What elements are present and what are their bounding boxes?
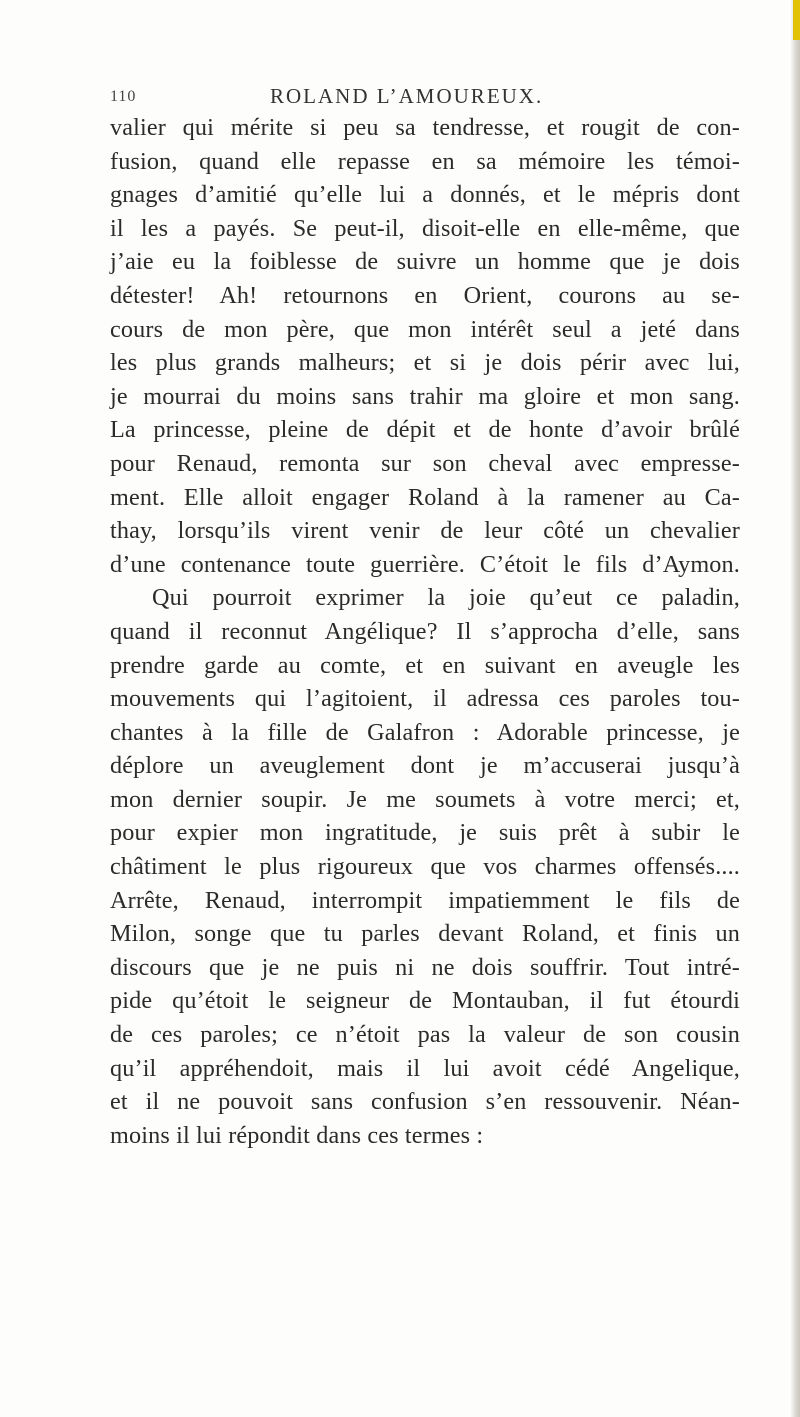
text-line: mouvements qui l’agitoient, il adressa ces paroles tou- — [110, 685, 740, 713]
text-line: pide qu’étoit le seigneur de Montauban, il fut étourdi — [110, 987, 740, 1015]
text-line: de ces paroles; ce n’étoit pas la valeur de son cousin — [110, 1021, 740, 1049]
text-line: châtiment le plus rigoureux que vos charmes offensés.... — [110, 853, 740, 881]
text-line: qu’il appréhendoit, mais il lui avoit cédé Angelique, — [110, 1054, 740, 1082]
text-line: thay, lorsqu’ils virent venir de leur côté un chevalier — [110, 517, 740, 545]
text-line: pour expier mon ingratitude, je suis prêt à subir le — [110, 819, 740, 847]
text-line: j’aie eu la foiblesse de suivre un homme que je dois — [110, 248, 740, 276]
text-line: valier qui mérite si peu sa tendresse, et rougit de con- — [110, 114, 740, 141]
edge-color-tab — [793, 0, 800, 40]
text-line: ment. Elle alloit engager Roland à la ramener au Ca- — [110, 483, 740, 511]
text-line: mon dernier soupir. Je me soumets à votre merci; et, — [110, 785, 740, 813]
text-line: déplore un aveuglement dont je m’accuserai jusqu’à — [110, 752, 740, 780]
text-line: détester! Ah! retournons en Orient, courons au se- — [110, 281, 740, 309]
text-line: fusion, quand elle repasse en sa mémoire les témoi- — [110, 147, 740, 175]
text-line: les plus grands malheurs; et si je dois périr avec lui, — [110, 349, 740, 377]
text-line: Arrête, Renaud, interrompit impatiemment le fils de — [110, 886, 740, 914]
page-number: 110 — [110, 88, 137, 105]
text-line: chantes à la fille de Galafron : Adorable princesse, je — [110, 718, 740, 746]
text-line: pour Renaud, remonta sur son cheval avec empresse- — [110, 449, 740, 477]
text-line: quand il reconnut Angélique? Il s’approcha d’elle, sans — [110, 617, 740, 645]
text-line: et il ne pouvoit sans confusion s’en ressouvenir. Néan- — [110, 1088, 740, 1116]
text-line: d’une contenance toute guerrière. C’étoit le fils d’Aymon. — [110, 550, 740, 578]
text-line: Qui pourroit exprimer la joie qu’eut ce paladin, — [152, 584, 740, 612]
body-text — [110, 111, 740, 1152]
text-line: discours que je ne puis ni ne dois souffrir. Tout intré- — [110, 953, 740, 981]
text-line: cours de mon père, que mon intérêt seul a jeté dans — [110, 315, 740, 343]
text-line: gnages d’amitié qu’elle lui a donnés, et le mépris dont — [110, 181, 740, 209]
text-line: La princesse, pleine de dépit et de honte d’avoir brûlé — [110, 416, 740, 444]
text-line: je mourrai du moins sans trahir ma gloire et mon sang. — [110, 382, 740, 410]
page-header — [110, 84, 670, 112]
page-edge — [790, 0, 800, 1417]
text-line: prendre garde au comte, et en suivant en aveugle les — [110, 651, 740, 679]
text-line: Milon, songe que tu parles devant Roland, et finis un — [110, 920, 740, 948]
running-title: ROLAND L’AMOUREUX. — [270, 84, 544, 108]
text-line: il les a payés. Se peut-il, disoit-elle en elle-même, que — [110, 214, 740, 242]
text-line: moins il lui répondit dans ces termes : — [110, 1121, 484, 1149]
